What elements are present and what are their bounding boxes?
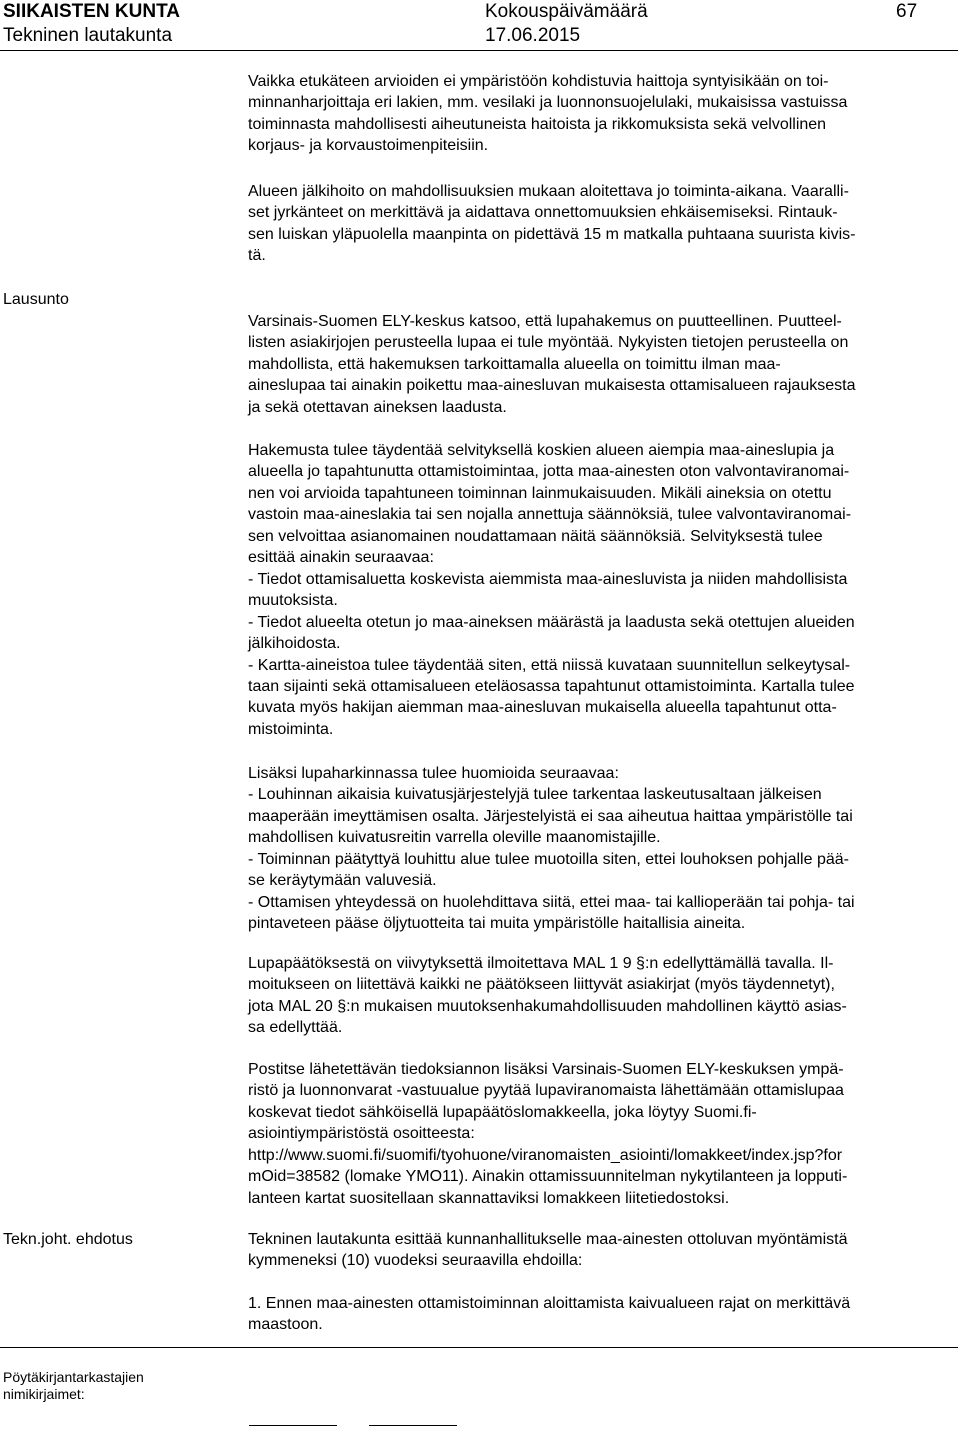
paragraph-electronic-form: Postitse lähetettävän tiedoksiannon lisäksi Varsinais-Suomen ELY-keskuksen ympä- ristö ja luonnonvarat -vastuualue pyytää lupaviranomaista lähettämään ottamislupaa koskevat tiedot sähköisellä lupapäätöslomakkeella, joka löytyy Suomi.fi- asiointiympäristöstä osoitteesta: http://www.suomi.fi/suomifi/tyohuone/viranomaisten_asiointi/lomakkeet/index.jsp?for mOid=38582 (lomake YMO11). Ainakin ottamissuunnitelman nykytilanteen ja lopputi- lanteen kartat suositellaan skannattaviksi lomakkeen liitetiedostoksi. xyxy=(248,1061,848,1207)
paragraph-responsibility: Vaikka etukäteen arvioiden ei ympäristöön kohdistuvia haittoja syntyisikään on toi- minnanharjoittaja eri lakien, mm. vesilaki ja luonnonsuojelulaki, mukaisissa vastuissa toiminnasta mahdollisesti aiheutuneista haitoista ja rikkomuksista sekä velvollinen korjaus- ja korvaustoimenpiteisiin. xyxy=(248,73,848,155)
section-label-proposal: Tekn.joht. ehdotus xyxy=(3,1231,133,1248)
meeting-date: 17.06.2015 xyxy=(485,25,581,46)
page-number: 67 xyxy=(896,1,918,22)
paragraph-additional-considerations: Lisäksi lupaharkinnassa tulee huomioida seuraavaa: - Louhinnan aikaisia kuivatusjärjestelyjä tulee tarkentaa laskeutusaltaan jälkeisen maaperään imeyttämisen osalta. Järjestelyistä ei saa aiheutua haittaa ympäristölle tai mahdollisen kuivatusreitin varrella oleville maanomistajille. - Toiminnan päätyttyä louhittu alue tulee muotoilla siten, ettei louhoksen pohjalle pää- se keräytymään valuvesiä. - Ottamisen yhteydessä on huolehdittava siitä, ettei maa- tai kallioperään tai pohja- tai pintaveteen pääse öljytuotteita tai muita ympäristölle haitallisia aineita. xyxy=(248,765,855,933)
footer-divider xyxy=(0,1347,958,1348)
initials-signature-line xyxy=(369,1425,457,1426)
paragraph-proposal: Tekninen lautakunta esittää kunnanhallitukselle maa-ainesten ottoluvan myöntämistä kymmeneksi (10) vuodeksi seuraavilla ehdoilla: xyxy=(248,1231,848,1270)
section-label-statement: Lausunto xyxy=(3,291,69,308)
footer-inspectors-label: Pöytäkirjantarkastajien nimikirjaimet: xyxy=(3,1369,144,1402)
meeting-date-label: Kokouspäivämäärä xyxy=(485,1,648,22)
department-name: Tekninen lautakunta xyxy=(3,25,173,46)
initials-signature-line xyxy=(249,1425,337,1426)
organization-name: SIIKAISTEN KUNTA xyxy=(3,1,180,22)
paragraph-aftercare: Alueen jälkihoito on mahdollisuuksien mukaan aloitettava jo toiminta-aikana. Vaaralli- set jyrkänteet on merkittävä ja aidattava onnettomuuksien ehkäisemiseksi. Rintauk- sen luiskan yläpuolella maanpinta on pidettävä 15 m matkalla puhtaana suurista kivis- tä. xyxy=(248,183,856,265)
paragraph-supplement-requirements: Hakemusta tulee täydentää selvityksellä koskien alueen aiempia maa-aineslupia ja alueella jo tapahtunutta ottamistoimintaa, jotta maa-ainesten oton valvontaviranomai- nen voi arvioida tapahtuneen toiminnan lainmukaisuuden. Mikäli aineksia on otettu vastoin maa-aineslakia tai sen nojalla annettuja säännöksiä, tulee valvontaviranomai- sen velvoittaa asianomainen noudattamaan näitä säännöksiä. Selvityksestä tulee esittää ainakin seuraavaa: - Tiedot ottamisaluetta koskevista aiemmista maa-ainesluvista ja niiden mahdollisista muutoksista. - Tiedot alueelta otetun jo maa-aineksen määrästä ja laadusta sekä otettujen alueiden jälkihoidosta. - Kartta-aineistoa tulee täydentää siten, että niissä kuvataan suunnitellun selkeytysal- taan sijainti sekä ottamisalueen eteläosassa tapahtunut ottamistoiminta. Kartalla tulee kuvata myös hakijan aiemman maa-ainesluvan mukaisella alueella tapahtunut otta- mistoiminta. xyxy=(248,442,855,738)
paragraph-ely-statement: Varsinais-Suomen ELY-keskus katsoo, että lupahakemus on puutteellinen. Puutteel- listen asiakirjojen perusteella lupaa ei tule myöntää. Nykyisten tietojen perusteella on mahdollista, että hakemuksen tarkoittamalla alueella on toimittu ilman maa- aineslupaa tai ainakin poikettu maa-ainesluvan mukaisesta ottamisalueen rajauksesta ja sekä otettavan aineksen laadusta. xyxy=(248,313,856,416)
paragraph-notification: Lupapäätöksestä on viivytyksettä ilmoitettava MAL 1 9 §:n edellyttämällä tavalla. Il- moitukseen on liitettävä kaikki ne päätökseen liittyvät asiakirjat (myös täydennetyt), jota MAL 20 §:n mukaisen muutoksenhakumahdollisuuden mahdollinen käyttö asias- sa edellyttää. xyxy=(248,955,847,1037)
paragraph-condition-1: 1. Ennen maa-ainesten ottamistoiminnan aloittamista kaivualueen rajat on merkittävä maastoon. xyxy=(248,1295,851,1334)
header-divider xyxy=(0,50,958,51)
